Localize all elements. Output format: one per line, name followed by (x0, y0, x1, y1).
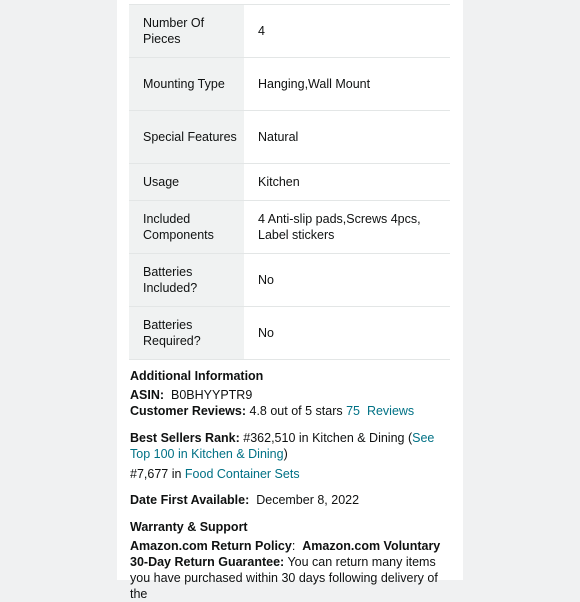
return-policy-sep: : (291, 539, 296, 553)
best-sellers-rank-row (130, 430, 452, 462)
spec-value: Natural (244, 111, 450, 164)
table-row (129, 254, 450, 307)
spec-value: No (244, 307, 450, 360)
reviews-rating: 4.8 out of 5 stars (249, 404, 343, 418)
spec-key: Special Features (129, 111, 244, 164)
spec-key: Included Components (129, 201, 244, 254)
spec-value: 4 (244, 5, 450, 58)
rank-label: Best Sellers Rank: (130, 431, 240, 445)
food-container-sets-link[interactable]: Food Container Sets (184, 467, 300, 481)
spec-value: Hanging,Wall Mount (244, 58, 450, 111)
sub-rank-row (130, 466, 452, 482)
return-policy-text (130, 538, 452, 602)
date-value: December 8, 2022 (256, 493, 360, 507)
customer-reviews-row (130, 403, 452, 419)
table-row (129, 58, 450, 111)
additional-info-heading: Additional Information (130, 369, 264, 383)
asin-value: B0BHYYPTR9 (170, 388, 253, 402)
specs-table (129, 4, 450, 360)
spec-key: Batteries Included? (129, 254, 244, 307)
spec-value: 4 Anti-slip pads,Screws 4pcs, Label stickers (244, 201, 450, 254)
reviews-label: Customer Reviews: (130, 404, 247, 418)
spec-key: Usage (129, 164, 244, 201)
asin-row (130, 387, 452, 403)
table-row (129, 164, 450, 201)
table-row (129, 201, 450, 254)
spec-key: Number Of Pieces (129, 5, 244, 58)
return-policy-label: Amazon.com Return Policy (130, 539, 292, 553)
reviews-link[interactable]: 75 Reviews (346, 404, 415, 418)
see-top-100-link[interactable]: See Top 100 in Kitchen & Dining (130, 431, 435, 461)
product-details-panel (117, 0, 463, 601)
return-guarantee-text: You can return many items you have purchased within 30 days following delivery of the (130, 555, 438, 601)
table-row (129, 111, 450, 164)
spec-value: No (244, 254, 450, 307)
date-first-available-row (130, 492, 452, 508)
warranty-heading: Warranty & Support (130, 520, 248, 534)
sub-rank-value: #7,677 in (130, 467, 185, 481)
spec-key: Mounting Type (129, 58, 244, 111)
rank-value: #362,510 in Kitchen & Dining ( (243, 431, 413, 445)
date-label: Date First Available: (130, 493, 250, 507)
spec-value: Kitchen (244, 164, 450, 201)
asin-label: ASIN: (130, 388, 165, 402)
table-row (129, 5, 450, 58)
rank-close: ) (283, 447, 288, 461)
table-row (129, 307, 450, 360)
spec-key: Batteries Required? (129, 307, 244, 360)
return-guarantee-label: Amazon.com Voluntary 30-Day Return Guarantee: (130, 539, 441, 569)
